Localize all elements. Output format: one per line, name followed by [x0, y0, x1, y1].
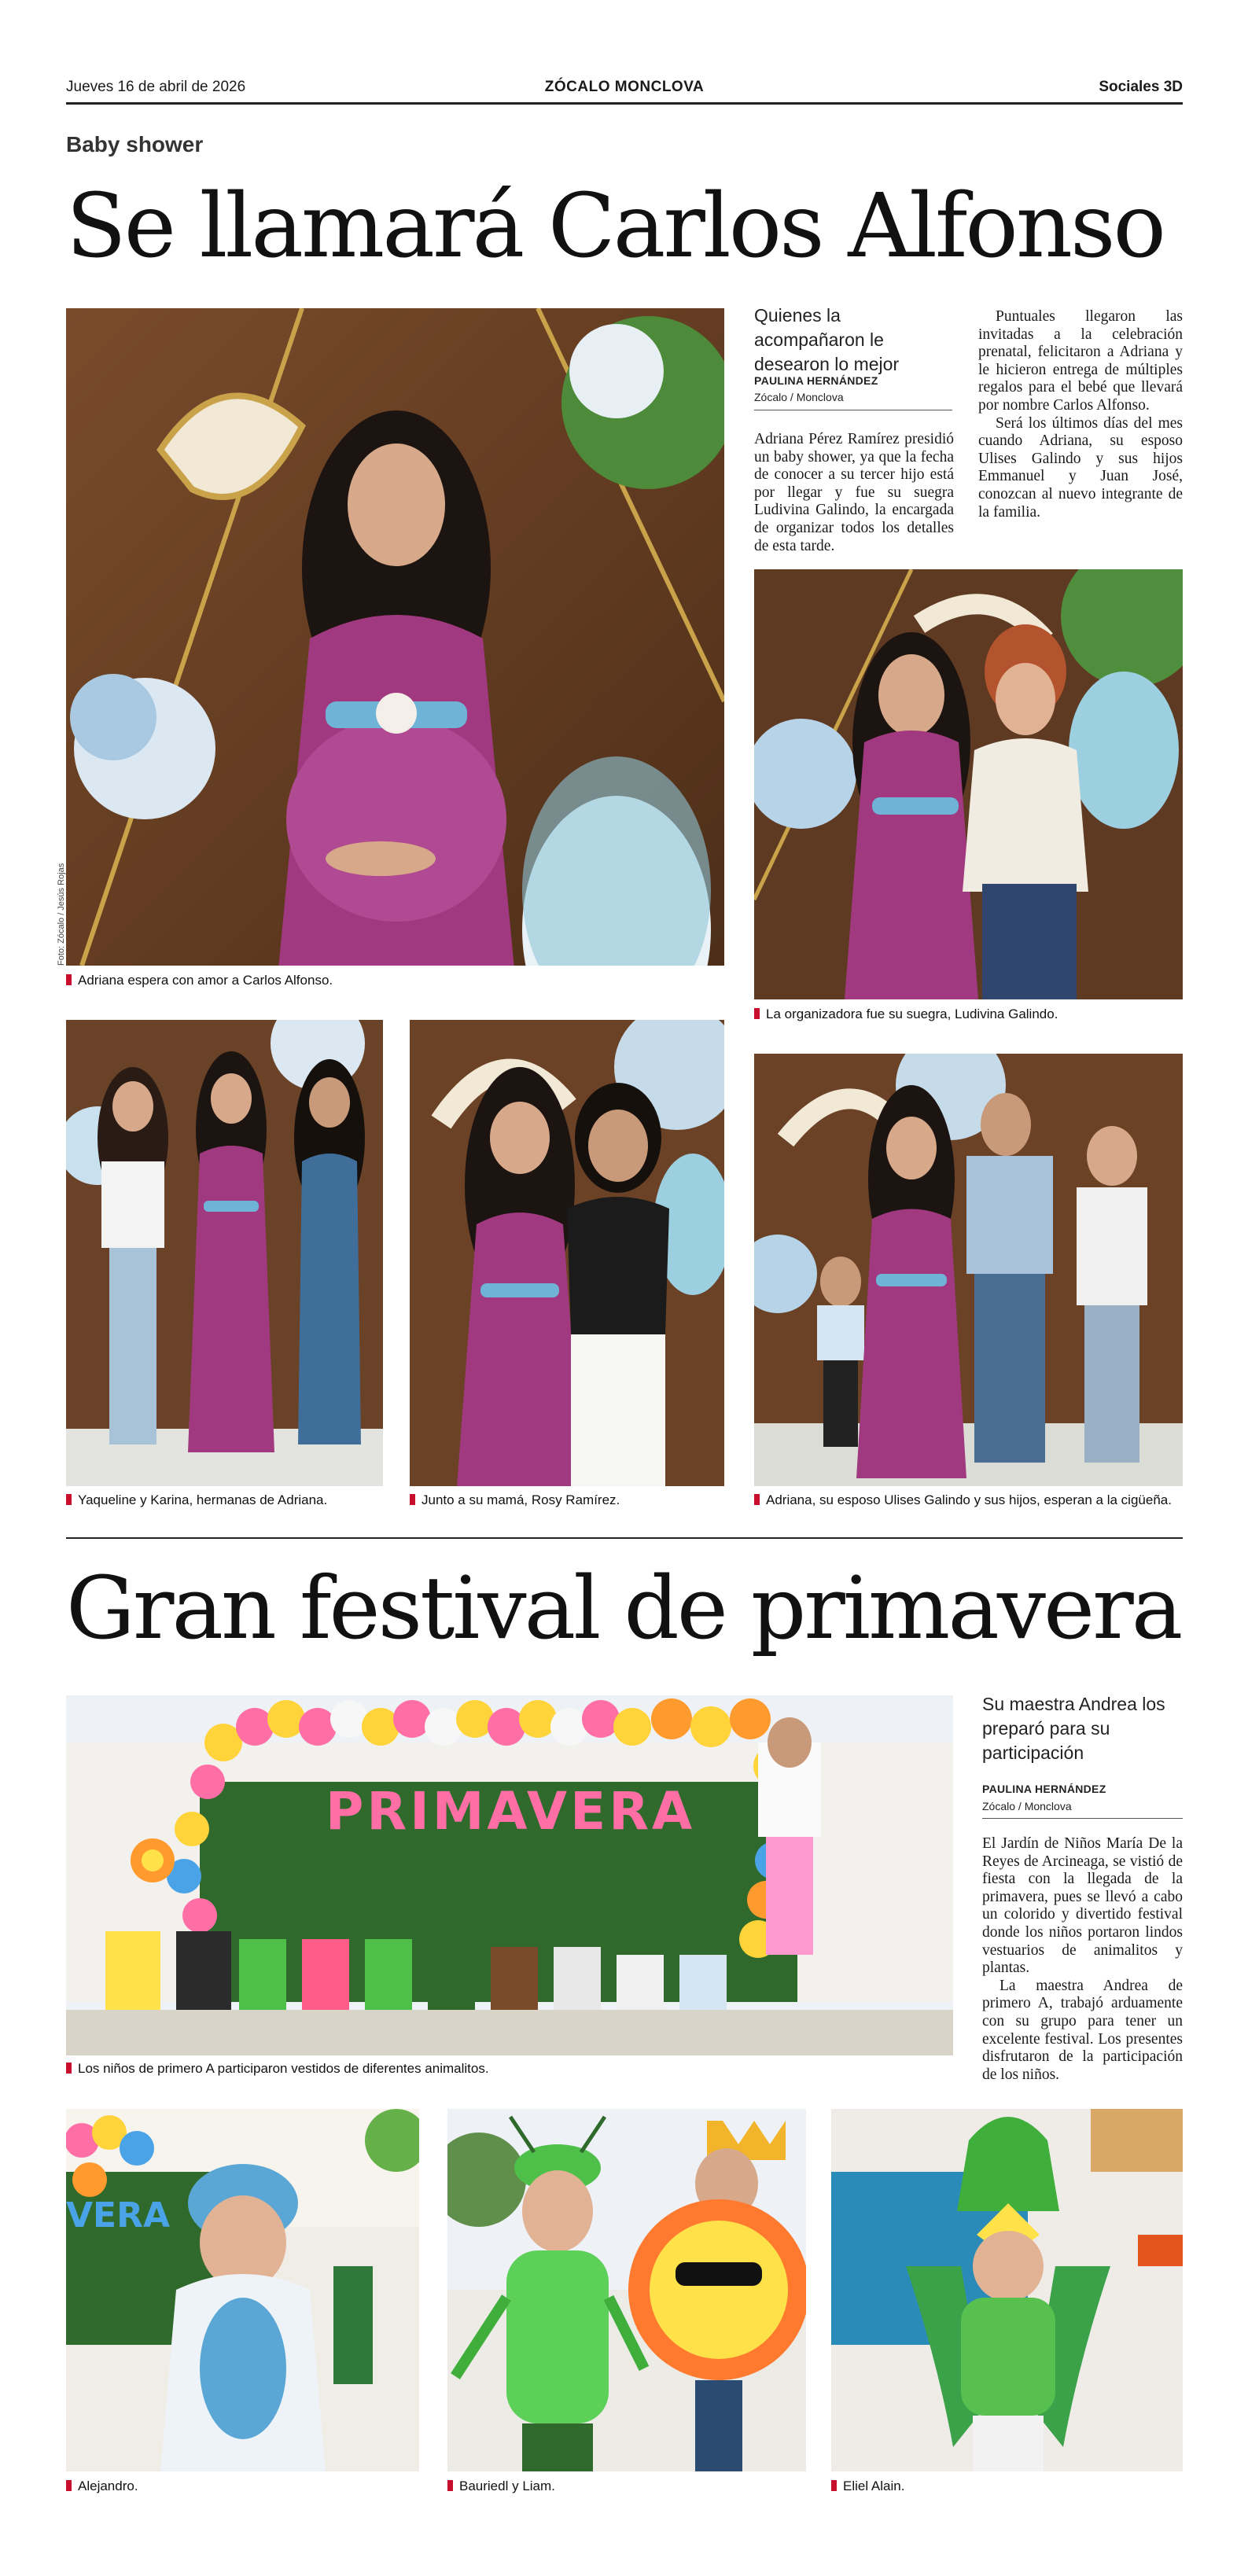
photo-festival-group — [66, 1695, 953, 2055]
story1-paragraph-3: Será los últimos días del mes cuando Adriana, su esposo Ulises Galindo y sus hijos Emmanuel y Juan José, conozcan al nuevo integrante de la familia. — [978, 414, 1183, 521]
caption-marker — [410, 1494, 415, 1505]
caption-familia-text: Adriana, su esposo Ulises Galindo y sus hijos, esperan a la cigüeña. — [766, 1492, 1172, 1507]
story2-paragraph-2: La maestra Andrea de primero A, trabajó arduamente con su grupo para tener un excelente festival. Los presentes disfrutaron de la participación de los niños. — [982, 1977, 1183, 2083]
caption-marker — [66, 974, 72, 985]
section-page: Sociales 3D — [1099, 79, 1183, 95]
banner-text-partial: VERA — [66, 2195, 171, 2236]
banner-text-primavera: PRIMAVERA — [326, 1781, 696, 1842]
caption-group-text: Los niños de primero A participaron vestidos de diferentes animalitos. — [78, 2061, 489, 2076]
story1-column-1 — [754, 431, 954, 555]
story1-column-2 — [978, 308, 1183, 521]
caption-suegra-text: La organizadora fue su suegra, Ludivina Galindo. — [766, 1006, 1058, 1021]
photo-adriana-main — [66, 308, 724, 966]
byline-place: Zócalo / Monclova — [754, 391, 844, 403]
story1-paragraph-2: Puntuales llegaron las invitadas a la celebración prenatal, felicitaron a Adriana y le hicieron entrega de múltiples regalos para el bebé que llevará por nombre Carlos Alfonso. — [978, 308, 1183, 414]
caption-familia — [754, 1492, 1172, 1508]
caption-main-text: Adriana espera con amor a Carlos Alfonso. — [78, 973, 333, 988]
deck-baby-shower: Quienes la acompañaron le desearon lo mejor — [754, 305, 900, 375]
issue-date: Jueves 16 de abril de 2026 — [66, 79, 246, 95]
headline-baby-shower: Se llamará Carlos Alfonso — [66, 175, 1164, 278]
headline-festival: Gran festival de primavera — [66, 1558, 1181, 1658]
caption-mama — [410, 1492, 620, 1508]
byline-author: PAULINA HERNÁNDEZ — [754, 374, 878, 387]
caption-eliel-text: Eliel Alain. — [843, 2478, 905, 2493]
caption-marker — [66, 1494, 72, 1505]
photo-credit: Foto: Zócalo / Jesús Rojas — [57, 863, 66, 966]
publication-name: ZÓCALO MONCLOVA — [544, 79, 705, 95]
story-divider — [66, 1537, 1183, 1539]
caption-marker — [754, 1008, 760, 1019]
caption-main — [66, 973, 333, 988]
photo-bauriedl-liam — [447, 2109, 806, 2471]
caption-mama-text: Junto a su mamá, Rosy Ramírez. — [422, 1492, 620, 1507]
caption-alejandro-text: Alejandro. — [78, 2478, 138, 2493]
photo-familia — [754, 1054, 1183, 1486]
caption-group — [66, 2061, 489, 2077]
photo-mama — [410, 1020, 724, 1486]
photo-hermanas — [66, 1020, 383, 1486]
caption-marker — [831, 2480, 837, 2491]
photo-eliel — [831, 2109, 1183, 2471]
byline-author-2: PAULINA HERNÁNDEZ — [982, 1783, 1106, 1795]
caption-bauriedl — [447, 2478, 555, 2494]
caption-marker — [754, 1494, 760, 1505]
caption-suegra — [754, 1006, 1058, 1022]
caption-alejandro — [66, 2478, 138, 2494]
caption-bauriedl-text: Bauriedl y Liam. — [459, 2478, 555, 2493]
header-rule — [66, 102, 1183, 105]
caption-marker — [447, 2480, 453, 2491]
story1-paragraph-1: Adriana Pérez Ramírez presidió un baby shower, ya que la fecha de conocer a su tercer hijo está por llegar y fue su suegra Ludivina Galindo, la encargada de organizar todos los detalles de esta tarde. — [754, 431, 954, 554]
story2-column — [982, 1835, 1183, 2084]
caption-hermanas — [66, 1492, 327, 1508]
deck-festival: Su maestra Andrea los preparó para su participación — [982, 1694, 1165, 1764]
section-label: Baby shower — [66, 132, 204, 156]
photo-alejandro — [66, 2109, 419, 2471]
byline-place-2: Zócalo / Monclova — [982, 1800, 1072, 1812]
page-header — [66, 79, 1183, 102]
byline-rule-2 — [982, 1818, 1183, 1819]
photo-suegra — [754, 569, 1183, 999]
caption-eliel — [831, 2478, 904, 2494]
caption-hermanas-text: Yaqueline y Karina, hermanas de Adriana. — [78, 1492, 328, 1507]
story2-paragraph-1: El Jardín de Niños María De la Reyes de Arcineaga, se vistió de fiesta con la llegada de la primavera, pues se llevó a cabo un colorido y divertido festival donde los niños portaron lindos vestuarios de animalitos y plantas. — [982, 1835, 1183, 1977]
caption-marker — [66, 2063, 72, 2074]
caption-marker — [66, 2480, 72, 2491]
